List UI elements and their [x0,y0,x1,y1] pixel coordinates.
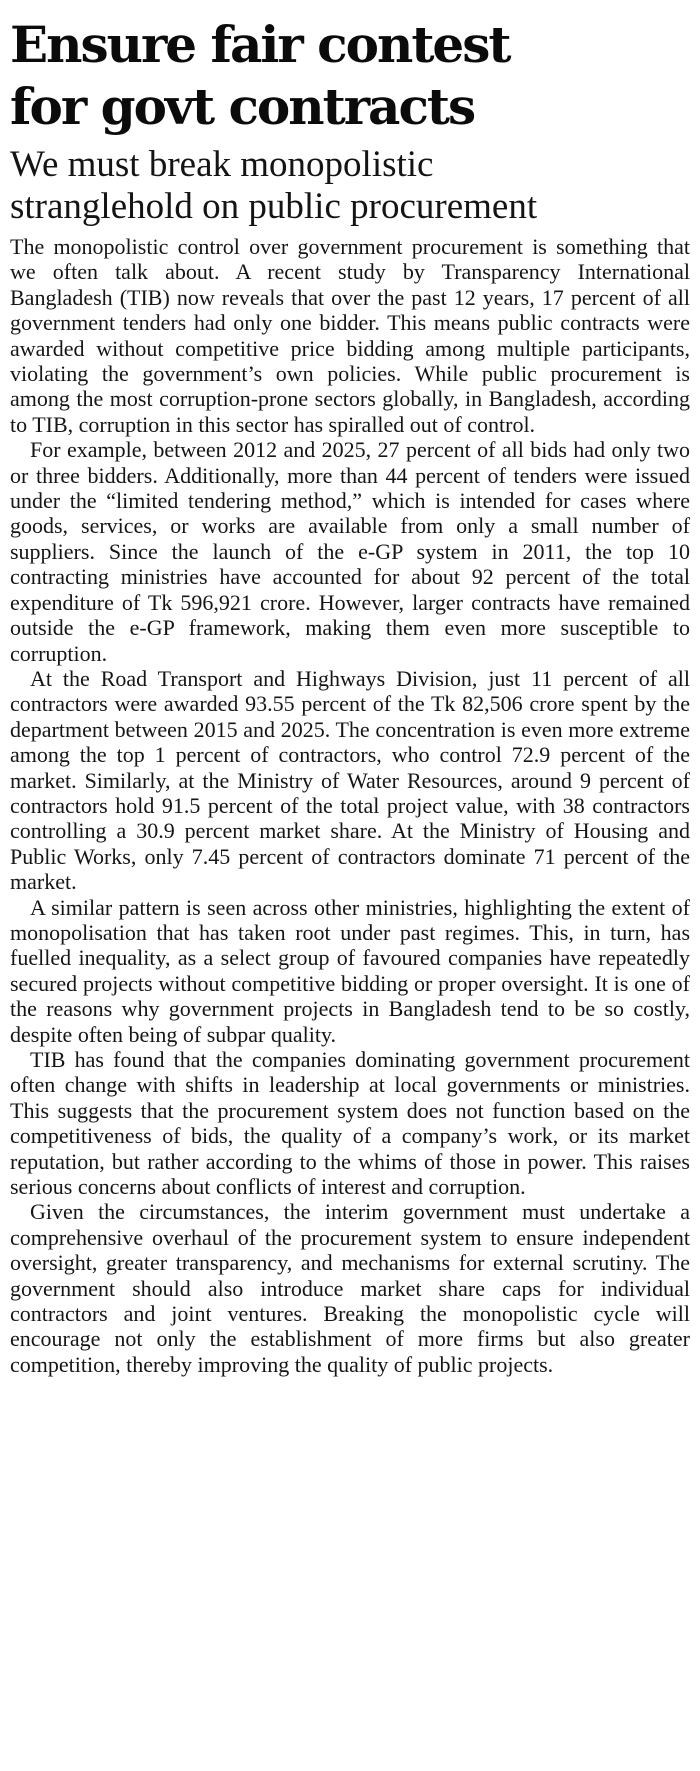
subheadline [10,144,690,228]
body-paragraph-5: TIB has found that the companies dominating government procurement often change with shifts in leadership at local governments or ministries. This suggests that the procurement system does not function based on the competitiveness of bids, the quality of a company’s work, or its market reputation, but rather according to the whims of those in power. This raises serious concerns about conflicts of interest and corruption. [10,1047,690,1200]
body-paragraph-3: At the Road Transport and Highways Division, just 11 percent of all contractors were awarded 93.55 percent of the Tk 82,506 crore spent by the department between 2015 and 2025. The concentration is even more extreme among the top 1 percent of contractors, who control 72.9 percent of the market. Similarly, at the Ministry of Water Resources, around 9 percent of contractors hold 91.5 percent of the total project value, with 38 contractors controlling a 30.9 percent market share. At the Ministry of Housing and Public Works, only 7.45 percent of contractors dominate 71 percent of the market. [10,665,690,895]
headline-line-1: Ensure fair contest [10,15,510,74]
editorial-article [10,14,690,1377]
body-paragraph-4: A similar pattern is seen across other ministries, highlighting the extent of monopolisation that has taken root under past regimes. This, in turn, has fuelled inequality, as a select group of favoured companies have repeatedly secured projects without competitive bidding or proper oversight. It is one of the reasons why government projects in Bangladesh tend to be so costly, despite often being of subpar quality. [10,894,690,1047]
body-paragraph-6: Given the circumstances, the interim government must undertake a comprehensive overhaul of the procurement system to ensure independent oversight, greater transparency, and mechanisms for external scrutiny. The government should also introduce market share caps for individual contractors and joint ventures. Breaking the monopolistic cycle will encourage not only the establishment of more firms but also greater competition, thereby improving the quality of public projects. [10,1199,690,1377]
article-body [10,234,690,1377]
subheadline-line-2: stranglehold on public procurement [10,186,538,227]
headline [10,14,690,138]
subheadline-line-1: We must break monopolistic [10,144,434,185]
headline-line-2: for govt contracts [10,77,475,136]
body-paragraph-2: For example, between 2012 and 2025, 27 percent of all bids had only two or three bidders. Additionally, more than 44 percent of tenders were issued under the “limited tendering method,” which is intended for cases where goods, services, or works are available from only a small number of suppliers. Since the launch of the e-GP system in 2011, the top 10 contracting ministries have accounted for about 92 percent of the total expenditure of Tk 596,921 crore. However, larger contracts have remained outside the e-GP framework, making them even more susceptible to corruption. [10,437,690,666]
body-paragraph-1: The monopolistic control over government procurement is something that we often talk about. A recent study by Transparency International Bangladesh (TIB) now reveals that over the past 12 years, 17 percent of all government tenders had only one bidder. This means public contracts were awarded without competitive price bidding among multiple participants, violating the government’s own policies. While public procurement is among the most corruption-prone sectors globally, in Bangladesh, according to TIB, corruption in this sector has spiralled out of control. [10,234,690,437]
